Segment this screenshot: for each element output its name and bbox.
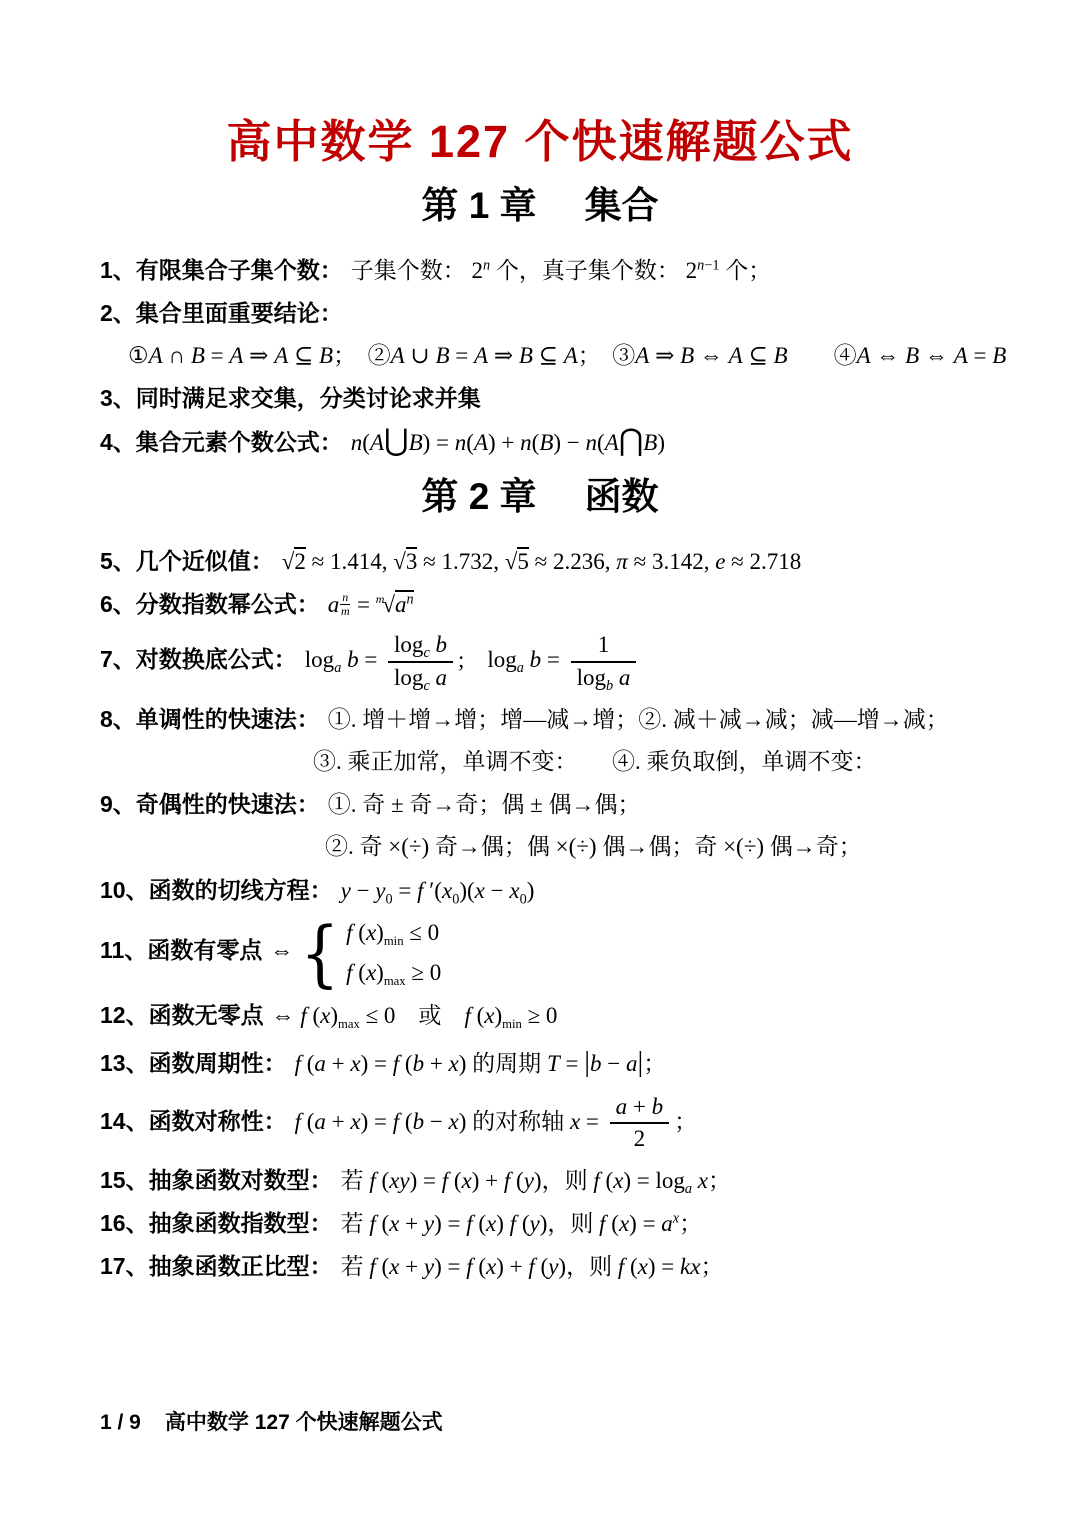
item-formula: a $\frac{n}{m}$ = $^m√a^n$ bbox=[327, 589, 414, 619]
item-formula: $y - y_0 = f$ $'(x_0)(x - x_0)$ bbox=[340, 877, 535, 908]
chapter-title: 集合 bbox=[584, 184, 659, 226]
item-label: 8、单调性的快速法： bbox=[100, 705, 320, 732]
item-label: 12、函数无零点 bbox=[100, 1002, 264, 1029]
chapter-number: 第 2 章 bbox=[421, 475, 537, 517]
formula-item bbox=[100, 1207, 980, 1240]
item-label: 15、抽象函数对数型： bbox=[100, 1167, 333, 1193]
item-formula: √2 ≈ 1.414, √3 ≈ 1.732, √5 ≈ 2.236, π ≈ 3.142, e ≈ 2.718 bbox=[281, 548, 802, 574]
formula-item bbox=[100, 910, 980, 995]
item-label: 5、几个近似值： bbox=[100, 547, 274, 574]
item-formula: ①. 增＋增→增；增—减→增；②. 减＋减→减；减—增→减； bbox=[327, 706, 949, 732]
item-formula: ⇔ f $(x)_{max} \le 0$ 或 f $(x)_{min} \ge 0$ bbox=[271, 1003, 558, 1032]
chapter-number: 第 1 章 bbox=[421, 184, 537, 226]
footer-title: 高中数学 127 个快速解题公式 bbox=[164, 1411, 443, 1434]
chapter-title: 函数 bbox=[584, 475, 659, 517]
chapters bbox=[0, 182, 1080, 1284]
item-formula: 子集个数： 2$^n$ 个，真子集个数： $2^{n-1}$ 个； bbox=[350, 257, 772, 283]
item-label: 10、函数的切线方程： bbox=[100, 876, 333, 903]
formula-item-continuation bbox=[100, 340, 1007, 372]
formula-item bbox=[100, 423, 980, 459]
item-label: 4、集合元素个数公式： bbox=[100, 428, 343, 455]
item-formula: 若 f (x + y) = f (x) + f (y)，则 f (x) = kx； bbox=[340, 1254, 724, 1280]
item-formula: n(A⋃B) = n(A) + n(B) − n(A⋂B) bbox=[350, 423, 666, 457]
formula-item bbox=[100, 588, 980, 621]
formula-item bbox=[100, 1250, 980, 1283]
item-label: 7、对数换底公式： bbox=[100, 646, 297, 673]
item-formula: f (a + x) = f (b − x) 的对称轴 x = $\frac{a + b}{2}$ ； bbox=[294, 1093, 698, 1152]
item-formula: 若 f (xy) = f (x) + f (y)，则 f $(x) = \log_a x$； bbox=[340, 1168, 731, 1197]
formula-item bbox=[100, 382, 980, 415]
item-label: 16、抽象函数指数型： bbox=[100, 1210, 333, 1237]
footer-page-indicator: 1 / 9 bbox=[100, 1411, 141, 1434]
item-label: 3、同时满足求交集，分类讨论求并集 bbox=[100, 385, 481, 412]
item-formula: ⇔ { f $(x)_{min} \le 0$ f $(x)_{max} \ge 0$ bbox=[270, 910, 442, 995]
formula-item bbox=[100, 703, 980, 736]
formula-item bbox=[100, 874, 980, 907]
formula-item bbox=[100, 254, 980, 287]
page-footer bbox=[100, 1406, 443, 1436]
item-label: 14、函数对称性： bbox=[100, 1107, 287, 1134]
item-label: 9、奇偶性的快速法： bbox=[100, 791, 320, 818]
item-label: 2、集合里面重要结论： bbox=[100, 300, 343, 327]
item-label: 6、分数指数幂公式： bbox=[100, 591, 320, 618]
formula-item bbox=[100, 1042, 980, 1082]
item-label: 17、抽象函数正比型： bbox=[100, 1253, 333, 1280]
chapter-heading bbox=[100, 473, 980, 521]
formula-item bbox=[100, 1164, 980, 1197]
item-formula: ①. 奇 ± 奇→奇；偶 ± 偶→偶； bbox=[327, 792, 641, 818]
item-formula: $\log_a b$ = $\frac{\log_c b}{\log_c a}$ ; $\log_a b$ = $\frac{1}{\log_b a}$ bbox=[305, 647, 642, 672]
formula-item bbox=[100, 631, 980, 693]
formula-item bbox=[100, 999, 980, 1032]
item-formula: ③. 乘正加常，单调不变： ④. 乘负取倒，单调不变： bbox=[313, 748, 877, 774]
item-label: 13、函数周期性： bbox=[100, 1050, 287, 1077]
chapter-heading bbox=[100, 182, 980, 230]
item-label: 11、函数有零点 bbox=[100, 937, 263, 964]
formula-item bbox=[100, 297, 980, 330]
document-title: 高中数学 127 个快速解题公式 bbox=[226, 116, 854, 167]
item-formula: ②. 奇 ×(÷) 奇→偶；偶 ×(÷) 偶→偶；奇 ×(÷) 偶→奇； bbox=[325, 834, 862, 860]
item-formula: 若 f (x + y) = f (x) f (y)，则 f $(x) = a^x$； bbox=[340, 1210, 703, 1237]
formula-item bbox=[100, 1093, 980, 1155]
formula-item-continuation bbox=[100, 831, 980, 863]
formula-item bbox=[100, 545, 980, 578]
formula-item-continuation bbox=[100, 746, 980, 778]
item-formula: f (a + x) = f (b + x) 的周期 T = |b − a|； bbox=[294, 1046, 667, 1079]
formula-item bbox=[100, 788, 980, 821]
item-label: 1、有限集合子集个数： bbox=[100, 256, 343, 283]
item-formula: ①A ∩ B = A ⇒ A ⊆ B； ②A ∪ B = A ⇒ B ⊆ A； ③A ⇒ B ⇔ A ⊆ B ④A ⇔ B ⇔ A = B bbox=[128, 343, 1007, 369]
